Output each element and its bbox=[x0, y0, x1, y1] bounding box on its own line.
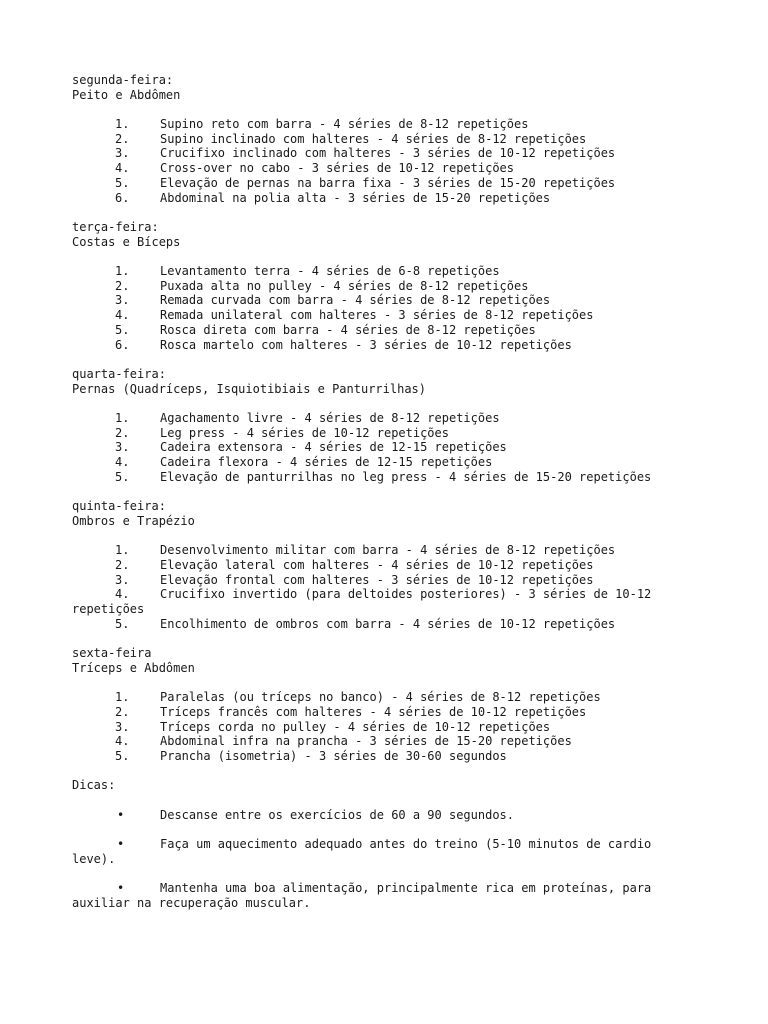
exercise-item bbox=[72, 264, 676, 279]
exercise-number: 1. bbox=[115, 264, 130, 279]
exercise-text: Elevação de panturrilhas no leg press - 4 séries de 15-20 repetições bbox=[160, 469, 652, 484]
exercise-number: 3. bbox=[115, 572, 130, 587]
exercise-text: Paralelas (ou tríceps no banco) - 4 séries de 8-12 repetições bbox=[160, 690, 601, 705]
exercise-number: 2. bbox=[115, 704, 130, 719]
document-page bbox=[72, 73, 676, 911]
exercise-text: Cross-over no cabo - 3 séries de 10-12 repetições bbox=[160, 161, 515, 176]
exercise-item bbox=[72, 279, 676, 294]
exercise-number: 3. bbox=[115, 146, 130, 161]
exercise-number: 4. bbox=[115, 734, 130, 749]
tip-text: Mantenha uma boa alimentação, principalmente rica em proteínas, para auxiliar na recuperação muscular. bbox=[72, 881, 652, 910]
exercise-item bbox=[72, 705, 676, 720]
exercise-text: Elevação de pernas na barra fixa - 3 séries de 15-20 repetições bbox=[160, 175, 616, 190]
bullet-icon: • bbox=[117, 881, 125, 896]
day-block bbox=[72, 367, 676, 485]
tips-section bbox=[72, 778, 676, 910]
exercise-item bbox=[72, 690, 676, 705]
day-block bbox=[72, 73, 676, 205]
exercise-item bbox=[72, 293, 676, 308]
exercise-number: 3. bbox=[115, 293, 130, 308]
exercise-item bbox=[72, 176, 676, 191]
exercise-item bbox=[72, 720, 676, 735]
exercise-item bbox=[72, 558, 676, 573]
exercise-text: Abdominal infra na prancha - 3 séries de 15-20 repetições bbox=[160, 734, 572, 749]
exercise-item bbox=[72, 617, 676, 632]
day-title: sexta-feira bbox=[72, 646, 152, 661]
exercise-text: Cadeira flexora - 4 séries de 12-15 repetições bbox=[160, 455, 493, 470]
exercise-number: 5. bbox=[115, 469, 130, 484]
exercise-text: Puxada alta no pulley - 4 séries de 8-12 repetições bbox=[160, 278, 529, 293]
exercise-item bbox=[72, 543, 676, 558]
exercise-text: Supino inclinado com halteres - 4 séries de 8-12 repetições bbox=[160, 131, 587, 146]
day-title: quarta-feira: bbox=[72, 366, 166, 381]
exercise-number: 4. bbox=[115, 308, 130, 323]
exercise-item bbox=[72, 411, 676, 426]
tip-text: Descanse entre os exercícios de 60 a 90 segundos. bbox=[160, 807, 515, 822]
exercise-number: 2. bbox=[115, 557, 130, 572]
exercise-item bbox=[72, 323, 676, 338]
exercise-item bbox=[72, 426, 676, 441]
exercise-list bbox=[72, 117, 676, 205]
exercise-text: Crucifixo inclinado com halteres - 3 séries de 10-12 repetições bbox=[160, 146, 616, 161]
day-block bbox=[72, 220, 676, 352]
day-block bbox=[72, 646, 676, 764]
exercise-number: 6. bbox=[115, 190, 130, 205]
exercise-item bbox=[72, 132, 676, 147]
exercise-item bbox=[72, 470, 676, 485]
exercise-number: 3. bbox=[115, 719, 130, 734]
exercise-text: Levantamento terra - 4 séries de 6-8 repetições bbox=[160, 264, 500, 279]
exercise-text: Remada unilateral com halteres - 3 séries de 8-12 repetições bbox=[160, 308, 594, 323]
exercise-item bbox=[72, 191, 676, 206]
exercise-item bbox=[72, 587, 676, 616]
exercise-number: 3. bbox=[115, 440, 130, 455]
exercise-number: 1. bbox=[115, 690, 130, 705]
day-title: quinta-feira: bbox=[72, 499, 166, 514]
day-block bbox=[72, 499, 676, 631]
bullet-icon: • bbox=[117, 807, 125, 822]
exercise-text: Crucifixo invertido (para deltoides posteriores) - 3 séries de 10-12 repetições bbox=[72, 587, 652, 617]
exercise-number: 6. bbox=[115, 337, 130, 352]
tips-list bbox=[72, 808, 676, 911]
day-title: segunda-feira: bbox=[72, 73, 174, 87]
exercise-item bbox=[72, 440, 676, 455]
exercise-number: 4. bbox=[115, 161, 130, 176]
tip-item bbox=[72, 881, 676, 910]
exercise-number: 4. bbox=[115, 455, 130, 470]
muscle-group: Ombros e Trapézio bbox=[72, 513, 195, 528]
exercise-text: Rosca martelo com halteres - 3 séries de 10-12 repetições bbox=[160, 337, 572, 352]
exercise-text: Cadeira extensora - 4 séries de 12-15 repetições bbox=[160, 440, 507, 455]
exercise-item bbox=[72, 117, 676, 132]
exercise-text: Supino reto com barra - 4 séries de 8-12 repetições bbox=[160, 117, 529, 132]
exercise-text: Abdominal na polia alta - 3 séries de 15-20 repetições bbox=[160, 190, 551, 205]
bullet-icon: • bbox=[117, 837, 125, 852]
exercise-number: 1. bbox=[115, 117, 130, 132]
exercise-item bbox=[72, 749, 676, 764]
exercise-item bbox=[72, 146, 676, 161]
exercise-item bbox=[72, 308, 676, 323]
exercise-item bbox=[72, 573, 676, 588]
muscle-group: Costas e Bíceps bbox=[72, 234, 181, 249]
exercise-number: 2. bbox=[115, 278, 130, 293]
tip-text: Faça um aquecimento adequado antes do treino (5-10 minutos de cardio leve). bbox=[72, 837, 652, 866]
exercise-text: Elevação frontal com halteres - 3 séries de 10-12 repetições bbox=[160, 572, 594, 587]
exercise-text: Elevação lateral com halteres - 4 séries de 10-12 repetições bbox=[160, 557, 594, 572]
exercise-list bbox=[72, 264, 676, 352]
exercise-number: 5. bbox=[115, 616, 130, 631]
exercise-text: Agachamento livre - 4 séries de 8-12 repetições bbox=[160, 411, 500, 425]
exercise-number: 2. bbox=[115, 425, 130, 440]
workout-days bbox=[72, 73, 676, 764]
muscle-group: Peito e Abdômen bbox=[72, 87, 181, 102]
exercise-number: 5. bbox=[115, 175, 130, 190]
tips-heading: Dicas: bbox=[72, 778, 116, 793]
exercise-item bbox=[72, 734, 676, 749]
exercise-number: 1. bbox=[115, 543, 130, 558]
exercise-item bbox=[72, 161, 676, 176]
muscle-group: Tríceps e Abdômen bbox=[72, 660, 195, 675]
exercise-text: Encolhimento de ombros com barra - 4 séries de 10-12 repetições bbox=[160, 616, 616, 631]
exercise-text: Prancha (isometria) - 3 séries de 30-60 segundos bbox=[160, 749, 507, 764]
exercise-number: 5. bbox=[115, 322, 130, 337]
exercise-text: Remada curvada com barra - 4 séries de 8-12 repetições bbox=[160, 293, 551, 308]
exercise-text: Tríceps francês com halteres - 4 séries de 10-12 repetições bbox=[160, 704, 587, 719]
exercise-item bbox=[72, 455, 676, 470]
exercise-list bbox=[72, 411, 676, 485]
exercise-number: 5. bbox=[115, 749, 130, 764]
muscle-group: Pernas (Quadríceps, Isquiotibiais e Panturrilhas) bbox=[72, 381, 427, 396]
tip-item bbox=[72, 808, 676, 823]
tip-item bbox=[72, 837, 676, 866]
exercise-text: Tríceps corda no pulley - 4 séries de 10-12 repetições bbox=[160, 719, 551, 734]
exercise-number: 1. bbox=[115, 411, 130, 425]
exercise-number: 2. bbox=[115, 131, 130, 146]
exercise-list bbox=[72, 543, 676, 631]
exercise-text: Desenvolvimento militar com barra - 4 séries de 8-12 repetições bbox=[160, 543, 616, 558]
exercise-text: Rosca direta com barra - 4 séries de 8-12 repetições bbox=[160, 322, 536, 337]
exercise-number: 4. bbox=[115, 587, 130, 602]
day-title: terça-feira: bbox=[72, 219, 159, 234]
exercise-text: Leg press - 4 séries de 10-12 repetições bbox=[160, 425, 449, 440]
exercise-list bbox=[72, 690, 676, 764]
exercise-item bbox=[72, 338, 676, 353]
